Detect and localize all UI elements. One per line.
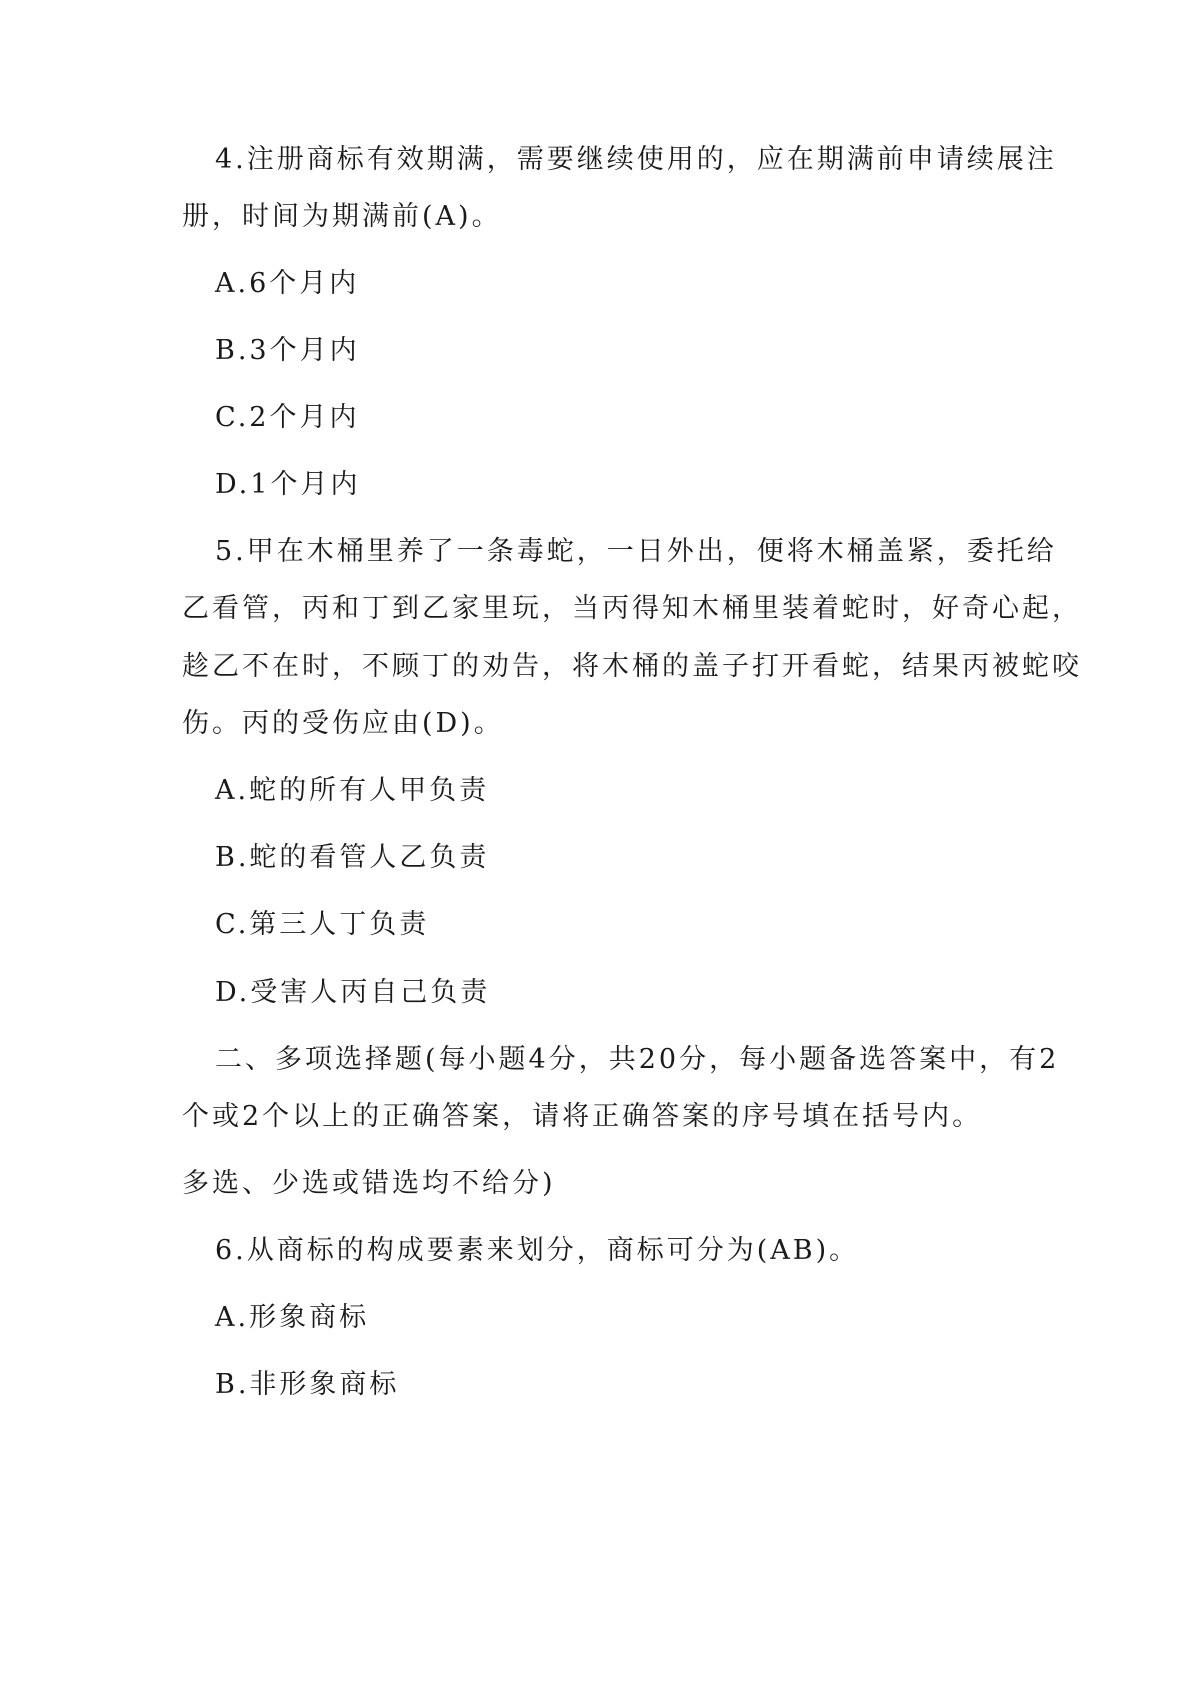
q5-stem-line-3: 趁乙不在时，不顾丁的劝告，将木桶的盖子打开看蛇，结果丙被蛇咬 <box>182 651 1082 682</box>
q4-option-d: D.1个月内 <box>215 469 361 500</box>
q5-option-c: C.第三人丁负责 <box>215 909 430 940</box>
q6-option-b: B.非形象商标 <box>215 1369 400 1400</box>
q5-option-d: D.受害人丙自己负责 <box>215 977 491 1008</box>
q5-option-a: A.蛇的所有人甲负责 <box>215 775 490 806</box>
q6-stem-line-1: 6.从商标的构成要素来划分，商标可分为(AB)。 <box>215 1235 860 1266</box>
q4-stem-line-1: 4.注册商标有效期满，需要继续使用的，应在期满前申请续展注 <box>215 144 1057 175</box>
q4-stem-line-2: 册，时间为期满前(A)。 <box>182 201 502 232</box>
q5-stem-line-2: 乙看管，丙和丁到乙家里玩，当丙得知木桶里装着蛇时，好奇心起， <box>182 593 1082 624</box>
section2-heading-line-3: 多选、少选或错选均不给分) <box>182 1168 556 1199</box>
q4-option-b: B.3个月内 <box>215 335 360 366</box>
q5-option-b: B.蛇的看管人乙负责 <box>215 842 490 873</box>
q4-option-c: C.2个月内 <box>215 402 360 433</box>
section2-heading-line-1: 二、多项选择题(每小题4分，共20分，每小题备选答案中，有2 <box>215 1044 1060 1075</box>
q4-option-a: A.6个月内 <box>215 268 360 299</box>
q6-option-a: A.形象商标 <box>215 1302 370 1333</box>
q5-stem-line-4: 伤。丙的受伤应由(D)。 <box>182 708 504 739</box>
q5-stem-line-1: 5.甲在木桶里养了一条毒蛇，一日外出，便将木桶盖紧，委托给 <box>215 536 1057 567</box>
section2-heading-line-2: 个或2个以上的正确答案，请将正确答案的序号填在括号内。 <box>182 1101 983 1132</box>
